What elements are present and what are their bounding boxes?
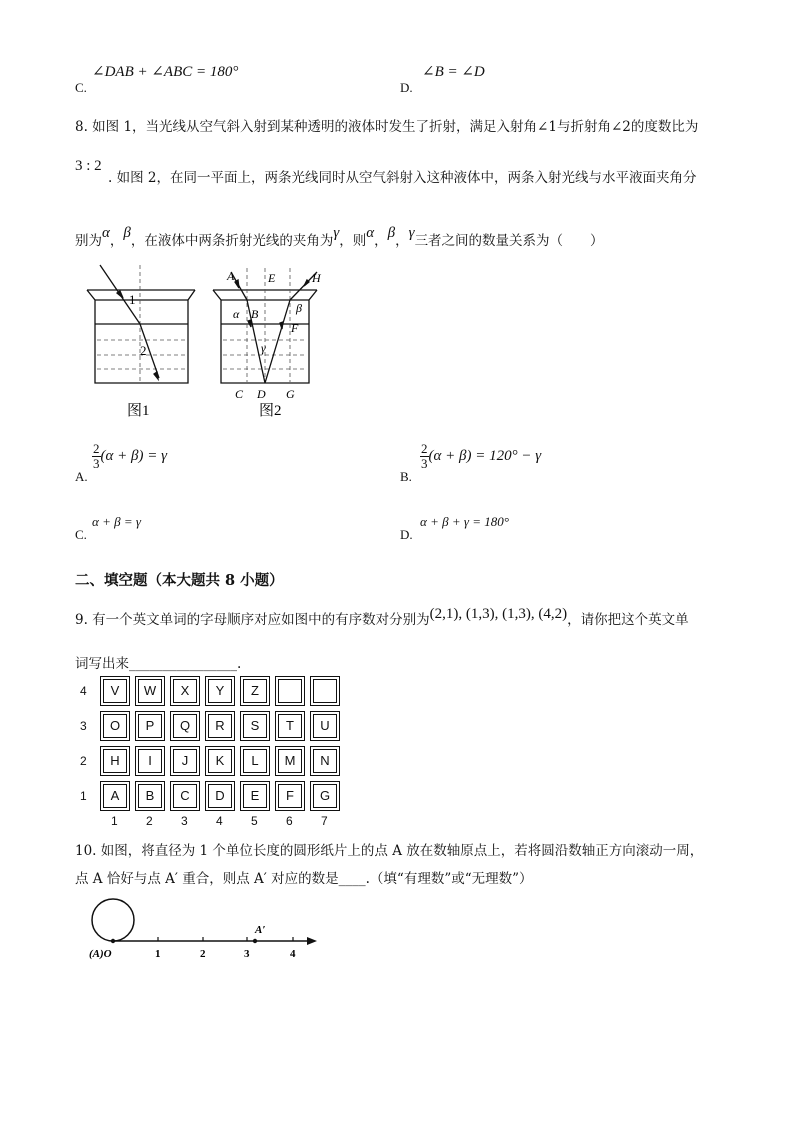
- q8-option-b-rest: (α + β) = 120° − γ: [428, 447, 542, 464]
- grid-cell: Z: [240, 676, 270, 706]
- grid-cell: L: [240, 746, 270, 776]
- q8-option-c-label: C.: [75, 527, 87, 542]
- q8-option-b-num: 2: [421, 441, 428, 456]
- q10-line2-b: .（填“有理数”或“无理数”）: [365, 871, 533, 887]
- grid-cell: W: [135, 676, 165, 706]
- fig2-rays: [231, 272, 317, 383]
- q9-line1-a: 9. 有一个英文单词的字母顺序对应如图中的有序数对分别为: [75, 612, 430, 628]
- grid-cell: S: [240, 711, 270, 741]
- q8-option-b-expr: [420, 442, 541, 471]
- q10-answer-blank[interactable]: ____: [338, 871, 366, 887]
- q8-comma-1: ，: [109, 233, 124, 249]
- point-a-prime: [253, 939, 257, 943]
- fig2-label-c: C: [235, 387, 244, 401]
- q8-comma-2: ，: [374, 233, 388, 249]
- letter-grid: [80, 676, 350, 828]
- q8-line2: . 如图 2，在同一平面上，两条光线同时从空气斜射入这种液体中，两条入射光线与水平液面夹角分: [108, 170, 697, 186]
- fig2-label-e: E: [268, 271, 276, 285]
- q8-option-c-expr: α + β = γ: [92, 514, 141, 529]
- grid-cell: M: [275, 746, 305, 776]
- grid-cell: I: [135, 746, 165, 776]
- grid-cell: G: [310, 781, 340, 811]
- q8-alpha: α: [102, 225, 110, 241]
- fig2-label-alpha: α: [233, 307, 240, 321]
- q10-line2-a: 点 A 恰好与点 A′ 重合，则点 A′ 对应的数是: [75, 871, 339, 887]
- tick-label-1: 1: [155, 948, 161, 960]
- q8-option-d-expr: α + β + γ = 180°: [420, 514, 509, 529]
- grid-col-label: 7: [321, 814, 328, 828]
- q8-option-a-label: A.: [75, 469, 88, 484]
- tick-label-4: 4: [290, 948, 296, 960]
- fig2-label-a: A: [227, 269, 235, 283]
- q9-line2: [75, 652, 241, 672]
- fig2-label-f: F: [291, 321, 299, 335]
- grid-cell: J: [170, 746, 200, 776]
- q7-option-d-label: D.: [400, 80, 413, 95]
- q8-figures: [85, 260, 325, 420]
- q7-option-d-expr: ∠B = ∠D: [422, 64, 485, 80]
- q8-option-b-den: 3: [421, 456, 428, 471]
- grid-col-label: 6: [286, 814, 293, 828]
- grid-cell: X: [170, 676, 200, 706]
- fig2-label-g: G: [286, 387, 295, 401]
- grid-cell: T: [275, 711, 305, 741]
- grid-cell: U: [310, 711, 340, 741]
- fig2-caption: 图2: [259, 403, 282, 419]
- q8-beta: β: [123, 225, 131, 241]
- q8-alpha-2: α: [366, 225, 375, 241]
- grid-cell: Y: [205, 676, 235, 706]
- grid-col-label: 1: [111, 814, 118, 828]
- q9-line1: [75, 608, 689, 629]
- q9-line2-end: .: [237, 656, 242, 672]
- q8-line3-d: 三者之间的数量关系为（ ）: [414, 233, 604, 249]
- fig2-label-h: H: [312, 271, 321, 285]
- grid-row-label: 1: [80, 789, 87, 803]
- grid-cell: P: [135, 711, 165, 741]
- q8-option-a-den: 3: [93, 456, 100, 471]
- grid-cell: [310, 676, 340, 706]
- tick-label-3: 3: [244, 948, 250, 960]
- q8-gamma-2: γ: [408, 225, 415, 241]
- q8-option-a-rest: (α + β) = γ: [100, 447, 167, 464]
- grid-cell: O: [100, 711, 130, 741]
- q8-line1: 8. 如图 1，当光线从空气斜入射到某种透明的液体时发生了折射，满足入射角∠1与折射角∠2的度数比为: [75, 119, 699, 135]
- grid-row-label: 2: [80, 754, 87, 768]
- q8-option-b-label: B.: [400, 469, 412, 484]
- a-prime-label: A′: [255, 924, 266, 936]
- grid-col-label: 5: [251, 814, 258, 828]
- fig1-angle1: 1: [129, 292, 136, 307]
- grid-cell: R: [205, 711, 235, 741]
- grid-cell: V: [100, 676, 130, 706]
- fig2-label-d: D: [257, 387, 266, 401]
- grid-col-label: 2: [146, 814, 153, 828]
- q8-option-a-num: 2: [93, 441, 100, 456]
- fig2-label-gamma: γ: [261, 341, 266, 355]
- fig2-label-beta: β: [296, 301, 302, 315]
- grid-cell: F: [275, 781, 305, 811]
- axis-arrow-icon: [307, 937, 317, 945]
- fig1-ray: [100, 265, 159, 379]
- grid-cell: Q: [170, 711, 200, 741]
- q9-line1-b: ，请你把这个英文单: [567, 612, 689, 628]
- q8-comma-3: ，: [395, 233, 409, 249]
- grid-cell: K: [205, 746, 235, 776]
- grid-cell: N: [310, 746, 340, 776]
- origin-point: [111, 939, 115, 943]
- fig1-caption: 图1: [127, 403, 150, 419]
- q8-line3-b: ，在液体中两条折射光线的夹角为: [130, 233, 334, 249]
- q8-beta-2: β: [387, 225, 396, 241]
- section-heading: 二、填空题（本大题共 8 小题）: [75, 572, 284, 589]
- grid-cell: A: [100, 781, 130, 811]
- grid-cell: H: [100, 746, 130, 776]
- q7-option-c-expr: ∠DAB + ∠ABC = 180°: [92, 64, 239, 80]
- q8-option-d-label: D.: [400, 527, 413, 542]
- q8-line3: [75, 225, 604, 250]
- number-line-figure: [85, 895, 325, 965]
- q8-ratio: 3 : 2: [75, 158, 102, 174]
- q10-line1: 10. 如图，将直径为 1 个单位长度的圆形纸片上的点 A 放在数轴原点上，若将圆沿数轴正方向滚动一周，: [75, 843, 704, 859]
- q9-pairs: (2,1), (1,3), (1,3), (4,2): [429, 606, 568, 622]
- grid-row-label: 3: [80, 719, 87, 733]
- grid-cell: B: [135, 781, 165, 811]
- grid-row-label: 4: [80, 684, 87, 698]
- q7-option-c-label: C.: [75, 80, 87, 95]
- paper-circle: [92, 899, 134, 941]
- grid-cell: E: [240, 781, 270, 811]
- q9-answer-blank[interactable]: ________________: [129, 656, 237, 672]
- grid-col-label: 3: [181, 814, 188, 828]
- q8-line3-c: ，则: [339, 233, 367, 249]
- q10-line2: [75, 867, 533, 887]
- grid-cell: D: [205, 781, 235, 811]
- grid-cell: [275, 676, 305, 706]
- grid-col-label: 4: [216, 814, 223, 828]
- fig2-label-b: B: [251, 307, 259, 321]
- q8-line3-a: 别为: [75, 233, 102, 249]
- q8-option-a-expr: [92, 442, 167, 471]
- tick-label-2: 2: [200, 948, 206, 960]
- q8-gamma: γ: [333, 225, 340, 241]
- grid-cell: C: [170, 781, 200, 811]
- origin-label: (A)O: [89, 948, 112, 960]
- q9-line2-text: 词写出来: [75, 656, 129, 672]
- fig1-angle2: 2: [140, 343, 147, 358]
